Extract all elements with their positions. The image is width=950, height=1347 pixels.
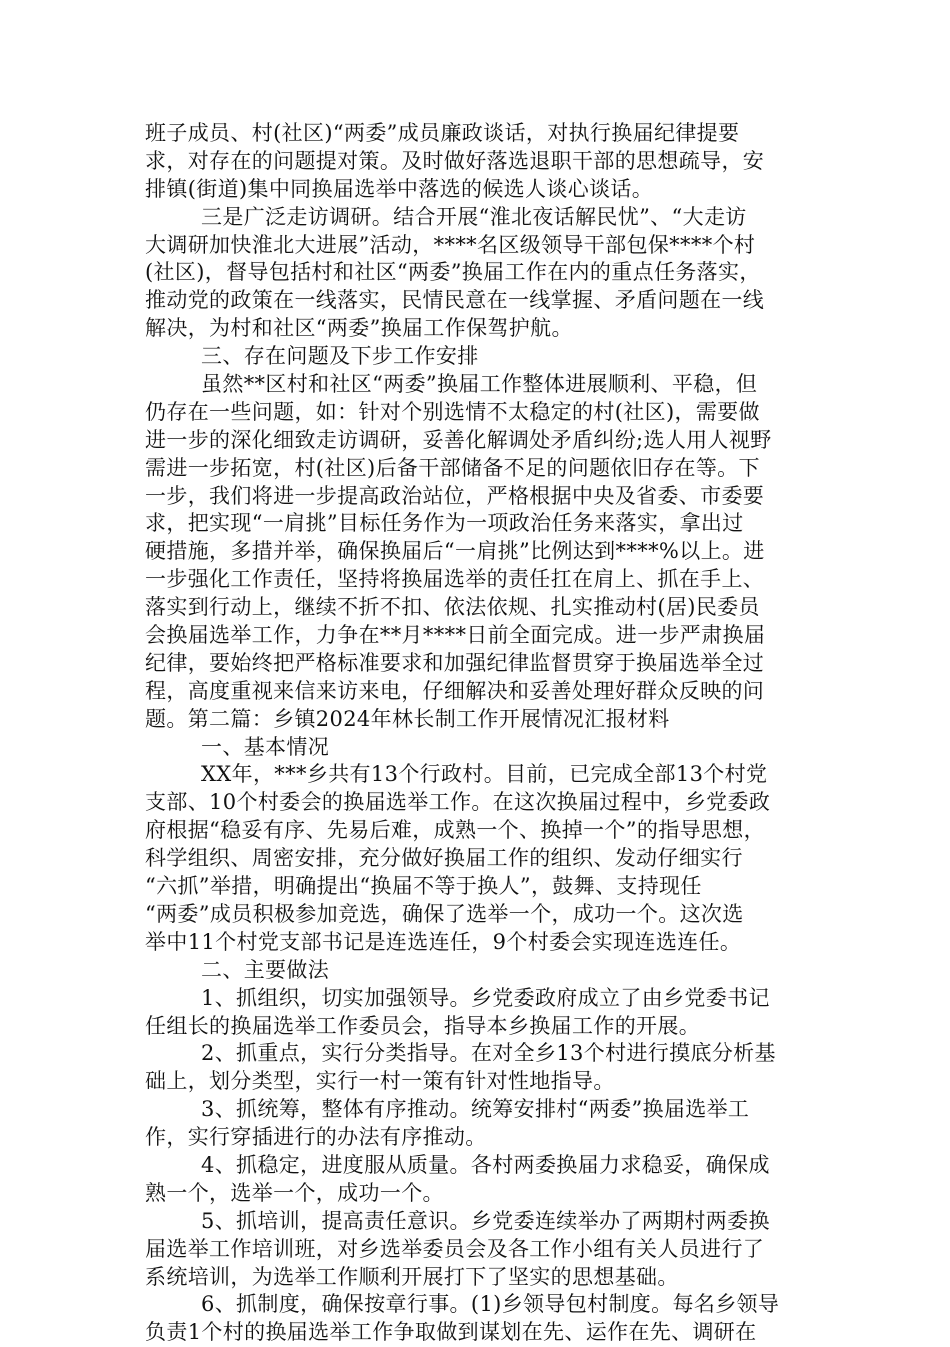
- text-line: 举中11个村党支部书记是连选连任，9个村委会实现连选连任。: [145, 929, 742, 954]
- text-line: 届选举工作培训班，对乡选举委员会及各工作小组有关人员进行了: [145, 1236, 765, 1261]
- text-line: 一、基本情况: [201, 734, 330, 759]
- text-line: “六抓”举措，明确提出“换届不等于换人”，鼓舞、支持现任: [145, 874, 702, 899]
- text-line: 6、抓制度，确保按章行事。(1)乡领导包村制度。每名乡领导: [201, 1292, 780, 1317]
- text-line: “两委”成员积极参加竞选，确保了选举一个，成功一个。这次选: [145, 901, 744, 926]
- text-line: 仍存在一些问题，如：针对个别选情不太稳定的村(社区)，需要做: [145, 399, 760, 424]
- text-line: 程，高度重视来信来访来电，仔细解决和妥善处理好群众反映的问: [145, 678, 765, 703]
- text-line: 落实到行动上，继续不折不扣、依法依规、扎实推动村(居)民委员: [145, 595, 760, 620]
- document-page: [145, 120, 813, 1347]
- text-line: 三是广泛走访调研。结合开展“淮北夜话解民忧”、“大走访: [201, 204, 747, 229]
- text-line: 3、抓统筹，整体有序推动。统筹安排村“两委”换届选举工: [201, 1097, 750, 1122]
- text-line: 支部、10个村委会的换届选举工作。在这次换届过程中，乡党委政: [145, 790, 771, 815]
- text-line: 系统培训，为选举工作顺利开展打下了坚实的思想基础。: [145, 1264, 679, 1289]
- text-line: 班子成员、村(社区)“两委”成员廉政谈话，对执行换届纪律提要: [145, 121, 740, 145]
- text-line: 解决，为村和社区“两委”换届工作保驾护航。: [145, 316, 573, 341]
- text-line: 负责1个村的换届选举工作争取做到谋划在先、运作在先、调研在: [145, 1320, 757, 1345]
- text-line: 推动党的政策在一线落实，民情民意在一线掌握、矛盾问题在一线: [145, 288, 765, 313]
- text-line: (社区)，督导包括村和社区“两委”换届工作在内的重点任务落实，: [145, 260, 761, 285]
- text-line: 排镇(街道)集中同换届选举中落选的候选人谈心谈话。: [145, 176, 654, 201]
- text-line: 一步，我们将进一步提高政治站位，严格根据中央及省委、市委要: [145, 483, 765, 508]
- text-line: 5、抓培训，提高责任意识。乡党委连续举办了两期村两委换: [201, 1208, 770, 1233]
- text-line: 虽然**区村和社区“两委”换届工作整体进展顺利、平稳，但: [201, 372, 758, 397]
- text-line: 纪律，要始终把严格标准要求和加强纪律监督贯穿于换届选举全过: [145, 650, 765, 675]
- text-line: 础上，划分类型，实行一村一策有针对性地指导。: [145, 1069, 615, 1094]
- text-line: 二、主要做法: [201, 957, 330, 982]
- text-line: 4、抓稳定，进度服从质量。各村两委换届力求稳妥，确保成: [201, 1152, 770, 1177]
- text-line: XX年，***乡共有13个行政村。目前，已完成全部13个村党: [201, 762, 768, 787]
- text-line: 府根据“稳妥有序、先易后难，成熟一个、换掉一个”的指导思想，: [145, 818, 765, 843]
- text-line: 硬措施，多措并举，确保换届后“一肩挑”比例达到****%以上。进: [145, 539, 765, 564]
- text-line: 求，对存在的问题提对策。及时做好落选退职干部的思想疏导，安: [145, 148, 765, 173]
- text-line: 1、抓组织，切实加强领导。乡党委政府成立了由乡党委书记: [201, 985, 770, 1010]
- text-line: 三、存在问题及下步工作安排: [201, 344, 479, 369]
- text-line: 求，把实现“一肩挑”目标任务作为一项政治任务来落实，拿出过: [145, 511, 744, 536]
- text-line: 题。第二篇：乡镇2024年林长制工作开展情况汇报材料: [145, 706, 670, 731]
- text-line: 科学组织、周密安排，充分做好换届工作的组织、发动仔细实行: [145, 846, 743, 871]
- text-line: 大调研加快淮北大进展”活动，****名区级领导干部包保****个村: [145, 232, 756, 257]
- text-line: 会换届选举工作，力争在**月****日前全面完成。进一步严肃换届: [145, 623, 766, 648]
- text-line: 熟一个，选举一个，成功一个。: [145, 1180, 444, 1205]
- text-line: 作，实行穿插进行的办法有序推动。: [145, 1125, 487, 1150]
- text-line: 需进一步拓宽，村(社区)后备干部储备不足的问题依旧存在等。下: [145, 455, 760, 480]
- text-line: 进一步的深化细致走访调研，妥善化解调处矛盾纠纷;选人用人视野: [145, 427, 772, 452]
- text-line: 一步强化工作责任，坚持将换届选举的责任扛在肩上、抓在手上、: [145, 567, 765, 592]
- text-line: 任组长的换届选举工作委员会，指导本乡换届工作的开展。: [145, 1013, 701, 1038]
- text-line: 2、抓重点，实行分类指导。在对全乡13个村进行摸底分析基: [201, 1041, 776, 1066]
